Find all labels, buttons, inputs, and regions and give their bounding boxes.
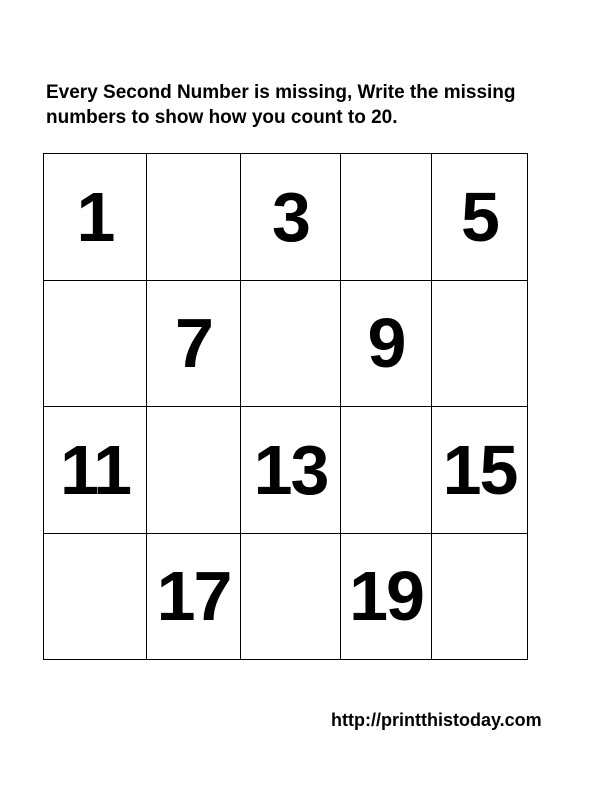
number-grid [43, 153, 528, 660]
worksheet-instructions [46, 80, 566, 130]
grid-row [44, 533, 528, 660]
blank-cell [147, 407, 241, 534]
blank-cell [341, 154, 432, 281]
grid-cell [241, 407, 341, 534]
grid-cell [147, 280, 241, 407]
blank-cell [341, 407, 432, 534]
grid-cell [432, 154, 528, 281]
cell-number: 17 [156, 557, 231, 636]
grid-row [44, 154, 528, 281]
cell-number: 19 [349, 557, 423, 636]
blank-cell [432, 280, 528, 407]
instructions-line-1: Every Second Number is missing, Write the missing [46, 82, 516, 103]
blank-cell [241, 533, 341, 660]
instructions-line-2: numbers to show how you count to 20. [46, 107, 398, 128]
blank-cell [241, 280, 341, 407]
blank-cell [44, 280, 147, 407]
blank-cell [432, 533, 528, 660]
grid-cell [241, 154, 341, 281]
website-url: http://printthistoday.com [331, 710, 542, 730]
cell-number: 13 [253, 430, 328, 509]
cell-number: 9 [367, 304, 405, 383]
cell-number: 11 [60, 430, 130, 509]
grid-cell [147, 533, 241, 660]
cell-number: 1 [76, 177, 114, 256]
cell-number: 5 [461, 177, 498, 256]
grid-cell [44, 407, 147, 534]
grid-cell [341, 280, 432, 407]
grid-cell [44, 154, 147, 281]
blank-cell [44, 533, 147, 660]
grid-cell [432, 407, 528, 534]
blank-cell [147, 154, 241, 281]
grid-row [44, 407, 528, 534]
cell-number: 3 [272, 177, 309, 256]
grid-row [44, 280, 528, 407]
grid-cell [341, 533, 432, 660]
cell-number: 7 [175, 304, 212, 383]
cell-number: 15 [442, 430, 517, 509]
